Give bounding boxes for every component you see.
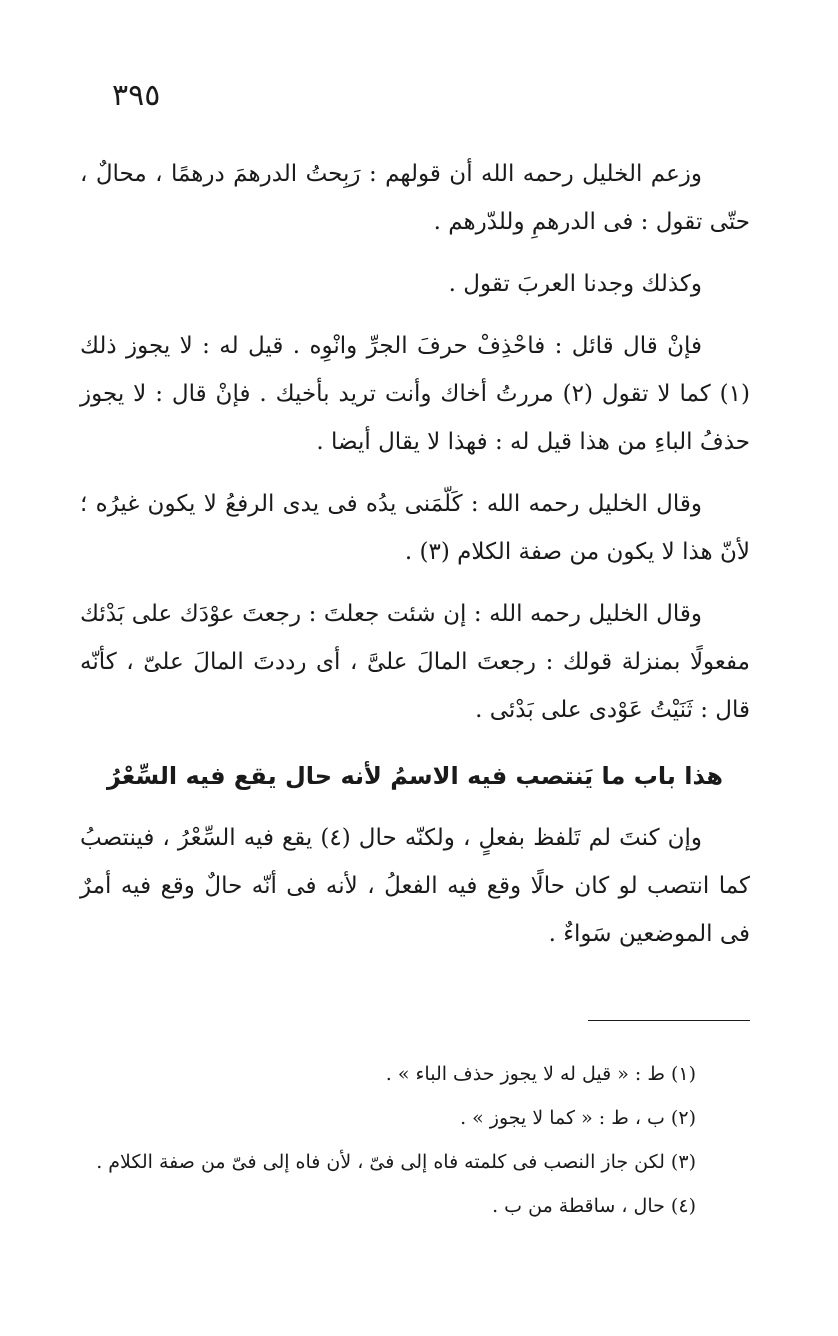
footnote-3: (٣) لكن جاز النصب فى كلمته فاه إلى فىّ ، لأن فاه إلى فىّ من صفة الكلام .: [96, 1151, 696, 1173]
footnote-divider: [588, 1020, 750, 1021]
footnote-4: (٤) حال ، ساقطة من ب .: [492, 1195, 696, 1217]
footnotes: [80, 1052, 696, 1228]
paragraph-4: وقال الخليل رحمه الله : كَلّمَنى يدُه فى يدى الرفعُ لا يكون غيرُه ؛ لأنّ هذا لا يكون من صفة الكلام (٣) .: [80, 491, 750, 565]
paragraph-2: وكذلك وجدنا العربَ تقول .: [448, 271, 702, 297]
paragraph-6: وإن كنتَ لم تَلفظ بفعلٍ ، ولكنّه حال (٤) يقع فيه السِّعْرُ ، فينتصبُ كما انتصب لو كان حالًا وقع فيه الفعلُ ، لأنه فى أنّه حالٌ وقع فيه أمرٌ فى الموضعين سَواءٌ .: [80, 825, 750, 947]
paragraph-5: وقال الخليل رحمه الله : إن شئت جعلتَ : رجعتَ عوْدَك على بَدْئك مفعولًا بمنزلة قولك : رجعتَ المالَ علىَّ ، أى رددتَ المالَ علىّ ، كأنّه قال : ثَنَيْتُ عَوْدى على بَدْئى .: [80, 601, 750, 723]
page-number: ٣٩٥: [112, 78, 161, 113]
paragraph-1: وزعم الخليل رحمه الله أن قولهم : رَبِحتُ الدرهمَ درهمًا ، محالٌ ، حتّى تقول : فى الدرهمِ وللدّرهم .: [80, 161, 750, 235]
section-heading: هذا باب ما يَنتصب فيه الاسمُ لأنه حال يقع فيه السِّعْرُ: [107, 762, 723, 790]
main-text: [80, 150, 750, 972]
paragraph-3: فإنْ قال قائل : فاحْذِفْ حرفَ الجرِّ وانْوِه . قيل له : لا يجوز ذلك (١) كما لا تقول (٢) مررتُ أخاك وأنت تريد بأخيك . فإنْ قال : لا يجوز حذفُ الباءِ من هذا قيل له : فهذا لا يقال أيضا .: [80, 333, 750, 455]
footnote-1: (١) ط : « قيل له لا يجوز حذف الباء » .: [385, 1063, 696, 1085]
footnote-2: (٢) ب ، ط : « كما لا يجوز » .: [460, 1107, 696, 1129]
